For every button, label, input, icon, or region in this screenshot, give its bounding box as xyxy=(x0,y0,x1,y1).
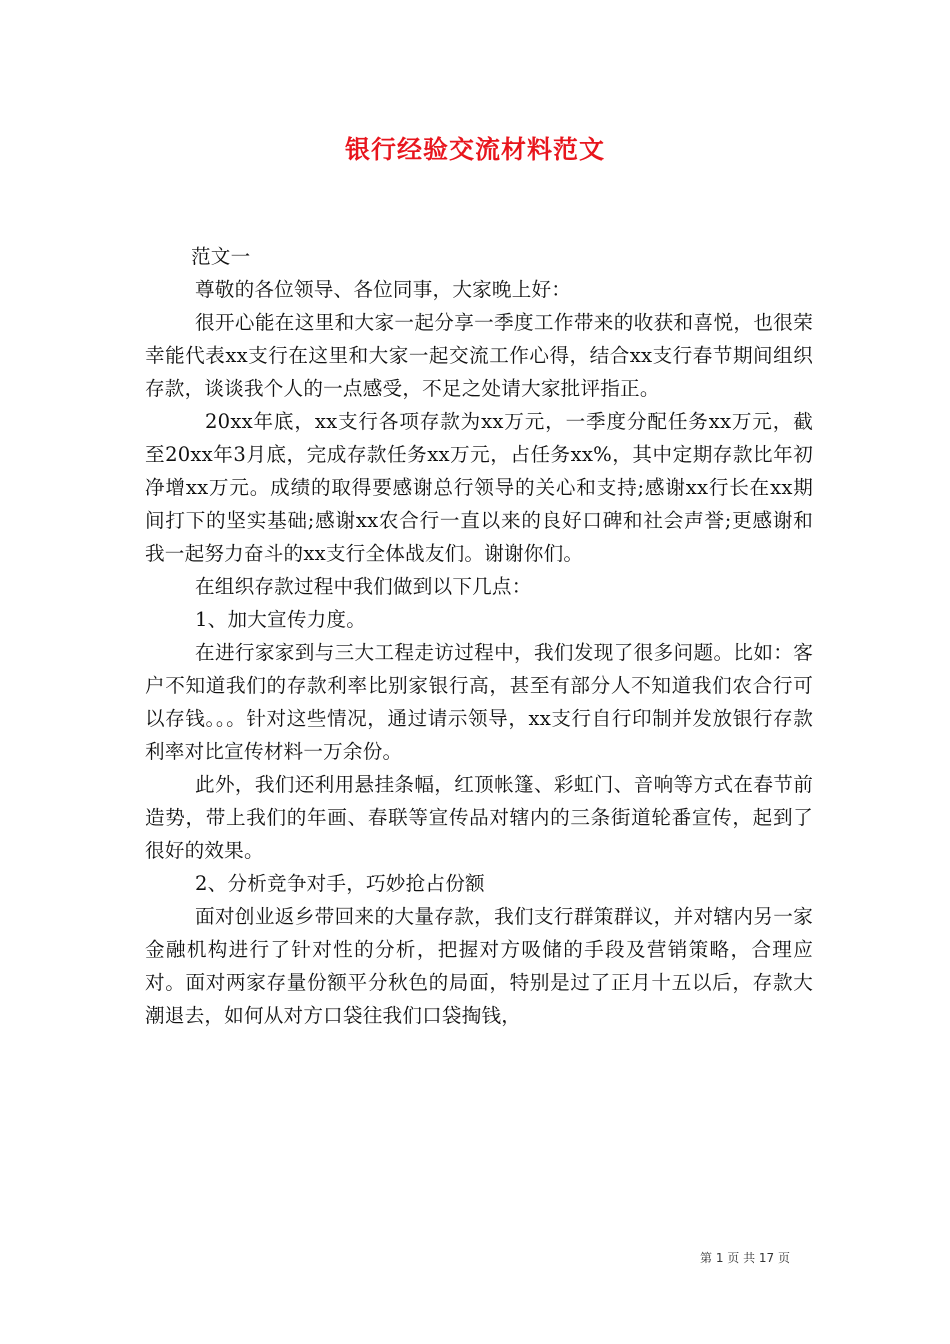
intro-paragraph: 很开心能在这里和大家一起分享一季度工作带来的收获和喜悦，也很荣幸能代表xx支行在这里和大家一起交流工作心得，结合xx支行春节期间组织存款，谈谈我个人的一点感受，不足之处请大家批评指正。 xyxy=(145,311,813,400)
point-1-extra-paragraph: 此外，我们还利用悬挂条幅，红顶帐篷、彩虹门、音响等方式在春节前造势，带上我们的年画、春联等宣传品对辖内的三条街道轮番宣传，起到了很好的效果。 xyxy=(145,773,813,862)
document-body xyxy=(145,240,813,1032)
point-1-heading: 1、加大宣传力度。 xyxy=(195,608,367,631)
page-number: 第 1 页 共 17 页 xyxy=(700,1251,790,1265)
point-1-paragraph: 在进行家家到与三大工程走访过程中，我们发现了很多问题。比如：客户不知道我们的存款利率比别家银行高，甚至有部分人不知道我们农合行可以存钱。。。针对这些情况，通过请示领导，xx支行自行印制并发放银行存款利率对比宣传材料一万余份。 xyxy=(145,641,813,763)
points-intro-paragraph: 在组织存款过程中我们做到以下几点： xyxy=(195,575,532,598)
section-heading: 范文一 xyxy=(191,245,251,268)
point-2-paragraph: 面对创业返乡带回来的大量存款，我们支行群策群议，并对辖内另一家金融机构进行了针对性的分析，把握对方吸储的手段及营销策略，合理应对。面对两家存量份额平分秋色的局面，特别是过了正月十五以后，存款大潮退去，如何从对方口袋往我们口袋掏钱， xyxy=(145,905,813,1027)
greeting-paragraph: 尊敬的各位领导、各位同事，大家晚上好： xyxy=(195,278,572,301)
results-paragraph: 20xx年底，xx支行各项存款为xx万元，一季度分配任务xx万元，截至20xx年3月底，完成存款任务xx万元，占任务xx%，其中定期存款比年初净增xx万元。成绩的取得要感谢总行领导的关心和支持;感谢xx行长在xx期间打下的坚实基础;感谢xx农合行一直以来的良好口碑和社会声誉;更感谢和我一起努力奋斗的xx支行全体战友们。谢谢你们。 xyxy=(145,410,813,565)
document-title: 银行经验交流材料范文 xyxy=(344,135,605,164)
point-2-heading: 2、分析竞争对手，巧妙抢占份额 xyxy=(195,872,485,895)
